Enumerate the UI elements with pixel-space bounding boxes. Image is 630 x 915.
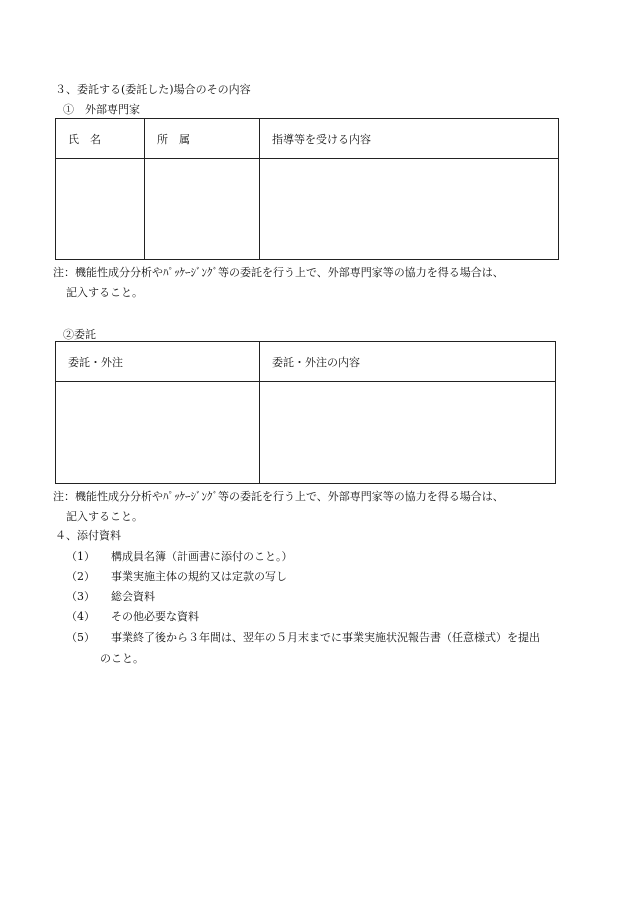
cell-guidance [260,159,559,260]
col-header-name: 氏 名 [56,119,145,159]
col-header-consignment: 委託・外注 [56,342,260,382]
cell-name [56,159,145,260]
list-item-num: （5） [66,631,95,644]
list-item-text: 事業終了後から３年間は、翌年の５月末までに事業実施状況報告書（任意様式）を提出 [111,631,540,644]
section4-heading: ４、添付資料 [55,529,121,542]
sub1-note-line2: 記入すること。 [66,286,143,299]
sub1-note-line1: 注：機能性成分分析やﾊﾟｯｹｰｼﾞﾝｸﾞ等の委託を行う上で、外部専門家等の協力を得る場合は、 [53,266,504,279]
cell-consignment-content [260,382,556,484]
col-header-guidance: 指導等を受ける内容 [260,119,559,159]
table-header-row [56,119,559,159]
sub2-label: ②委託 [63,328,96,341]
list-item-text: その他必要な資料 [111,610,199,623]
list-item-num: （1） [66,550,95,563]
col-header-consignment-content: 委託・外注の内容 [260,342,556,382]
list-item-text: 事業実施主体の規約又は定款の写し [111,570,287,583]
table-row [56,382,556,484]
sub1-label: ① 外部専門家 [63,103,140,116]
list-item-num: （4） [66,610,95,623]
cell-consignment [56,382,260,484]
cell-affiliation [145,159,260,260]
consignment-table [55,341,556,484]
list-item-num: （2） [66,570,95,583]
sub2-note-line1: 注：機能性成分分析やﾊﾟｯｹｰｼﾞﾝｸﾞ等の委託を行う上で、外部専門家等の協力を得る場合は、 [53,490,504,503]
list-item-num: （3） [66,590,95,603]
list-item-text: 総会資料 [111,590,155,603]
sub2-note-line2: 記入すること。 [66,510,143,523]
external-expert-table [55,118,559,260]
list-item-text-continued: のこと。 [100,652,144,665]
col-header-affiliation: 所 属 [145,119,260,159]
list-item-text: 構成員名簿（計画書に添付のこと。） [111,550,293,563]
table-row [56,159,559,260]
section3-heading: ３、委託する(委託した)場合のその内容 [55,83,251,96]
table-header-row [56,342,556,382]
